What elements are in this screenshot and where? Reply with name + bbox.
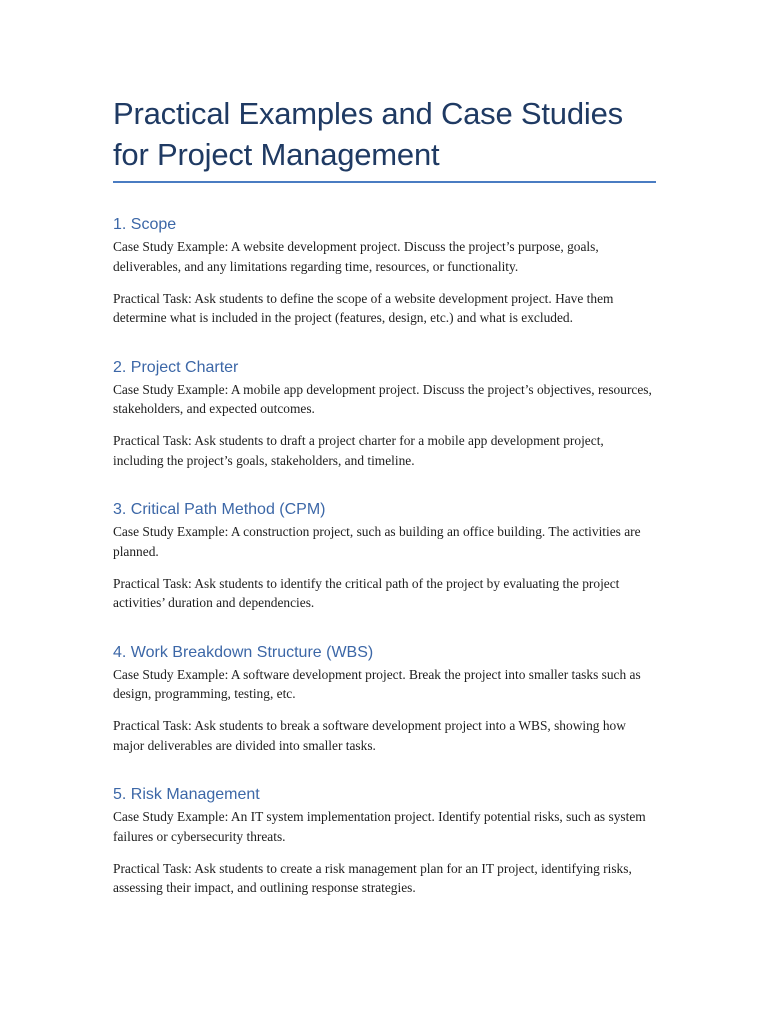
section-project-charter <box>113 357 656 471</box>
practical-task-paragraph: Practical Task: Ask students to define the scope of a website development project. Have them determine what is included in the project (features, design, etc.) and what is excluded. <box>113 290 614 325</box>
section-risk-management <box>113 784 656 898</box>
section-critical-path-method <box>113 499 656 613</box>
section-heading: 5. Risk Management <box>113 786 260 803</box>
document-page <box>113 93 656 898</box>
practical-task-paragraph: Practical Task: Ask students to create a risk management plan for an IT project, identifying risks, assessing their impact, and outlining response strategies. <box>113 860 632 895</box>
section-work-breakdown-structure <box>113 642 656 756</box>
case-study-paragraph: Case Study Example: A construction project, such as building an office building. The activities are planned. <box>113 524 641 559</box>
case-study-paragraph: Case Study Example: A software development project. Break the project into smaller tasks such as design, programming, testing, etc. <box>113 666 641 701</box>
practical-task-paragraph: Practical Task: Ask students to draft a project charter for a mobile app development project, including the project’s goals, stakeholders, and timeline. <box>113 433 604 468</box>
section-heading: 3. Critical Path Method (CPM) <box>113 501 326 518</box>
case-study-paragraph: Case Study Example: A mobile app development project. Discuss the project’s objectives, resources, stakeholders, and expected outcomes. <box>113 381 652 416</box>
case-study-paragraph: Case Study Example: An IT system implementation project. Identify potential risks, such as system failures or cybersecurity threats. <box>113 809 646 844</box>
practical-task-paragraph: Practical Task: Ask students to break a software development project into a WBS, showing how major deliverables are divided into smaller tasks. <box>113 718 626 753</box>
practical-task-paragraph: Practical Task: Ask students to identify the critical path of the project by evaluating the project activities’ duration and dependencies. <box>113 575 620 610</box>
section-heading: 2. Project Charter <box>113 358 239 376</box>
section-heading: 1. Scope <box>113 216 177 233</box>
title-underline <box>113 181 656 183</box>
document-title: Practical Examples and Case Studies for Project Management <box>113 96 623 172</box>
section-heading: 4. Work Breakdown Structure (WBS) <box>113 643 374 661</box>
section-scope <box>113 214 656 328</box>
case-study-paragraph: Case Study Example: A website development project. Discuss the project’s purpose, goals, deliverables, and any limitations regarding time, resources, or functionality. <box>113 239 599 274</box>
